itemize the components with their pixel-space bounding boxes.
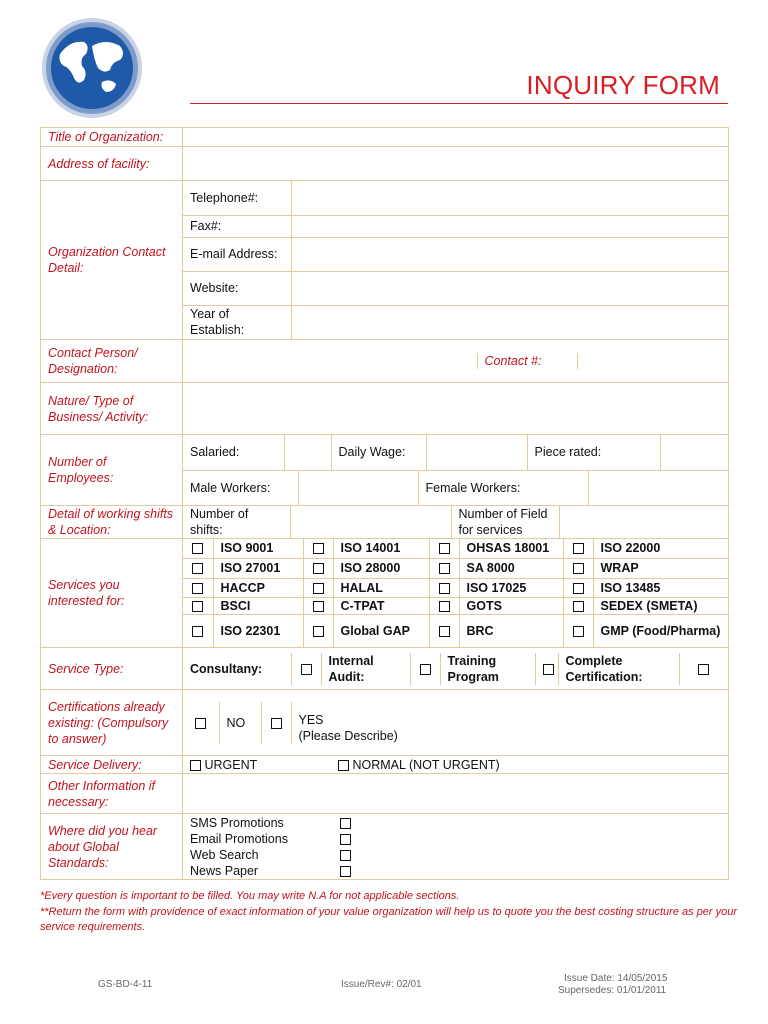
contact-person-field[interactable]: [183, 353, 477, 369]
piece-rated-label: Piece rated:: [527, 435, 660, 470]
form-notes: [40, 889, 740, 936]
address-label: Address of facility:: [41, 147, 183, 181]
other-info-field[interactable]: [183, 774, 729, 814]
services-label: Services you interested for:: [41, 539, 183, 648]
male-workers-label: Male Workers:: [183, 471, 298, 506]
shifts-table: [183, 506, 728, 538]
checkbox[interactable]: [192, 583, 203, 594]
service-gmp: GMP (Food/Pharma): [600, 623, 721, 638]
checkbox[interactable]: [313, 583, 324, 594]
address-field[interactable]: [183, 147, 729, 181]
certs-existing-label: Certifications already existing: (Compulsory to answer): [41, 690, 183, 756]
checkbox[interactable]: [192, 601, 203, 612]
delivery-table: [183, 757, 728, 773]
service-haccp: HACCP: [213, 578, 303, 597]
services-row: [183, 614, 728, 647]
service-delivery-label: Service Delivery:: [41, 756, 183, 774]
website-field[interactable]: [291, 271, 728, 305]
certs-yes-checkbox[interactable]: [271, 718, 282, 729]
contact-no-label: Contact #:: [477, 353, 577, 369]
service-c-tpat: C-TPAT: [333, 597, 429, 614]
field-count-label: Number of Field for services: [451, 506, 559, 538]
salaried-label: Salaried:: [183, 435, 284, 470]
checkbox[interactable]: [573, 543, 584, 554]
service-iso-13485: ISO 13485: [593, 578, 728, 597]
where-heard-label: Where did you hear about Global Standards:: [41, 814, 183, 880]
service-gots: GOTS: [459, 597, 563, 614]
services-row: [183, 597, 728, 614]
service-type-label: Service Type:: [41, 648, 183, 690]
service-iso-9001: ISO 9001: [213, 539, 303, 558]
checkbox[interactable]: [439, 563, 450, 574]
service-iso-22301: ISO 22301: [213, 614, 303, 647]
service-iso-28000: ISO 28000: [333, 558, 429, 578]
service-global-gap: Global GAP: [333, 614, 429, 647]
title-org-label: Title of Organization:: [41, 128, 183, 147]
source-newspaper: News Paper: [190, 863, 259, 878]
checkbox[interactable]: [192, 543, 203, 554]
urgent-checkbox[interactable]: [190, 760, 201, 771]
telephone-label: Telephone#:: [183, 181, 291, 215]
note-2: **Return the form with providence of exact information of your value organization will help us to quote you the best costing structure as per your service requirements.: [40, 905, 738, 933]
source-web: Web Search: [190, 847, 259, 862]
consultancy-label: Consultany:: [183, 653, 291, 685]
contact-person-table: [183, 353, 728, 369]
checkbox[interactable]: [192, 626, 203, 637]
services-row: [183, 539, 728, 558]
other-info-label: Other Information if necessary:: [41, 774, 183, 814]
source-sms-checkbox[interactable]: [340, 818, 351, 829]
checkbox[interactable]: [573, 563, 584, 574]
checkbox[interactable]: [439, 626, 450, 637]
employees-label: Number of Employees:: [41, 435, 183, 506]
training-checkbox[interactable]: [543, 664, 554, 675]
checkbox[interactable]: [192, 563, 203, 574]
shifts-count-label: Number of shifts:: [183, 506, 290, 538]
website-label: Website:: [183, 271, 291, 305]
footer-issue-rev: Issue/Rev#: 02/01: [341, 979, 422, 990]
female-workers-label: Female Workers:: [418, 471, 588, 506]
urgent-label: URGENT: [204, 757, 258, 772]
employees-row-1: [183, 435, 728, 470]
inquiry-form-table: [40, 127, 729, 880]
checkbox[interactable]: [573, 601, 584, 612]
fax-label: Fax#:: [183, 215, 291, 237]
globe-logo: [40, 16, 144, 120]
certs-no-label: NO: [219, 702, 261, 744]
services-row: [183, 578, 728, 597]
contact-no-field[interactable]: [577, 353, 728, 369]
normal-label: NORMAL (NOT URGENT): [352, 757, 500, 772]
source-sms: SMS Promotions: [190, 815, 284, 830]
note-1: *Every question is important to be filled. You may write N.A for not applicable sections.: [40, 890, 460, 902]
checkbox[interactable]: [439, 601, 450, 612]
source-web-checkbox[interactable]: [340, 850, 351, 861]
training-label: Training Program: [440, 653, 535, 685]
footer-supersedes: Supersedes: 01/01/2011: [558, 985, 667, 996]
contact-detail-label: Organization Contact Detail:: [41, 181, 183, 340]
service-iso-27001: ISO 27001: [213, 558, 303, 578]
certs-describe-label: (Please Describe): [298, 728, 398, 743]
certification-label: Complete Certification:: [558, 653, 679, 685]
piece-rated-field[interactable]: [660, 435, 728, 470]
services-table: [183, 539, 728, 647]
source-newspaper-checkbox[interactable]: [340, 866, 351, 877]
certs-table: [183, 702, 728, 744]
nature-field[interactable]: [183, 383, 729, 435]
daily-wage-field[interactable]: [426, 435, 527, 470]
service-bsci: BSCI: [213, 597, 303, 614]
title-org-field[interactable]: [183, 128, 729, 147]
checkbox[interactable]: [313, 601, 324, 612]
source-email: Email Promotions: [190, 831, 288, 846]
service-sa-8000: SA 8000: [459, 558, 563, 578]
nature-label: Nature/ Type of Business/ Activity:: [41, 383, 183, 435]
service-iso-22000: ISO 22000: [593, 539, 728, 558]
daily-wage-label: Daily Wage:: [331, 435, 426, 470]
email-field[interactable]: [291, 237, 728, 271]
contact-person-label: Contact Person/ Designation:: [41, 340, 183, 383]
service-type-table: [183, 653, 728, 685]
internal-audit-label: Internal Audit:: [321, 653, 410, 685]
salaried-field[interactable]: [284, 435, 331, 470]
certification-checkbox[interactable]: [698, 664, 709, 675]
male-workers-field[interactable]: [298, 471, 418, 506]
sources-table: [183, 815, 728, 879]
checkbox[interactable]: [573, 583, 584, 594]
service-wrap: WRAP: [593, 558, 728, 578]
service-ohsas-18001: OHSAS 18001: [459, 539, 563, 558]
footer-code: GS-BD-4-11: [98, 979, 153, 990]
certs-no-checkbox[interactable]: [195, 718, 206, 729]
fax-field[interactable]: [291, 215, 728, 237]
normal-checkbox[interactable]: [338, 760, 349, 771]
consultancy-checkbox[interactable]: [301, 664, 312, 675]
contact-detail-table: [183, 181, 728, 339]
shifts-count-field[interactable]: [290, 506, 451, 538]
employees-row-2: [183, 471, 728, 506]
checkbox[interactable]: [313, 626, 324, 637]
service-iso-17025: ISO 17025: [459, 578, 563, 597]
checkbox[interactable]: [313, 563, 324, 574]
services-row: [183, 558, 728, 578]
service-halal: HALAL: [333, 578, 429, 597]
field-count-field[interactable]: [559, 506, 728, 538]
telephone-field[interactable]: [291, 181, 728, 215]
internal-audit-checkbox[interactable]: [420, 664, 431, 675]
checkbox[interactable]: [439, 543, 450, 554]
year-field[interactable]: [291, 305, 728, 339]
shifts-location-label: Detail of working shifts & Location:: [41, 506, 183, 539]
footer-issue-date: Issue Date: 14/05/2015: [564, 973, 668, 984]
employees-table: [183, 435, 728, 505]
checkbox[interactable]: [573, 626, 584, 637]
year-label: Year of Establish:: [183, 305, 291, 339]
female-workers-field[interactable]: [588, 471, 728, 506]
title-rule: [190, 103, 728, 104]
source-email-checkbox[interactable]: [340, 834, 351, 845]
checkbox[interactable]: [439, 583, 450, 594]
service-iso-14001: ISO 14001: [333, 539, 429, 558]
service-brc: BRC: [459, 614, 563, 647]
certs-yes-label: YES: [298, 712, 324, 727]
checkbox[interactable]: [313, 543, 324, 554]
service-sedex-smeta: SEDEX (SMETA): [593, 597, 728, 614]
email-label: E-mail Address:: [183, 237, 291, 271]
form-title: INQUIRY FORM: [526, 70, 720, 100]
